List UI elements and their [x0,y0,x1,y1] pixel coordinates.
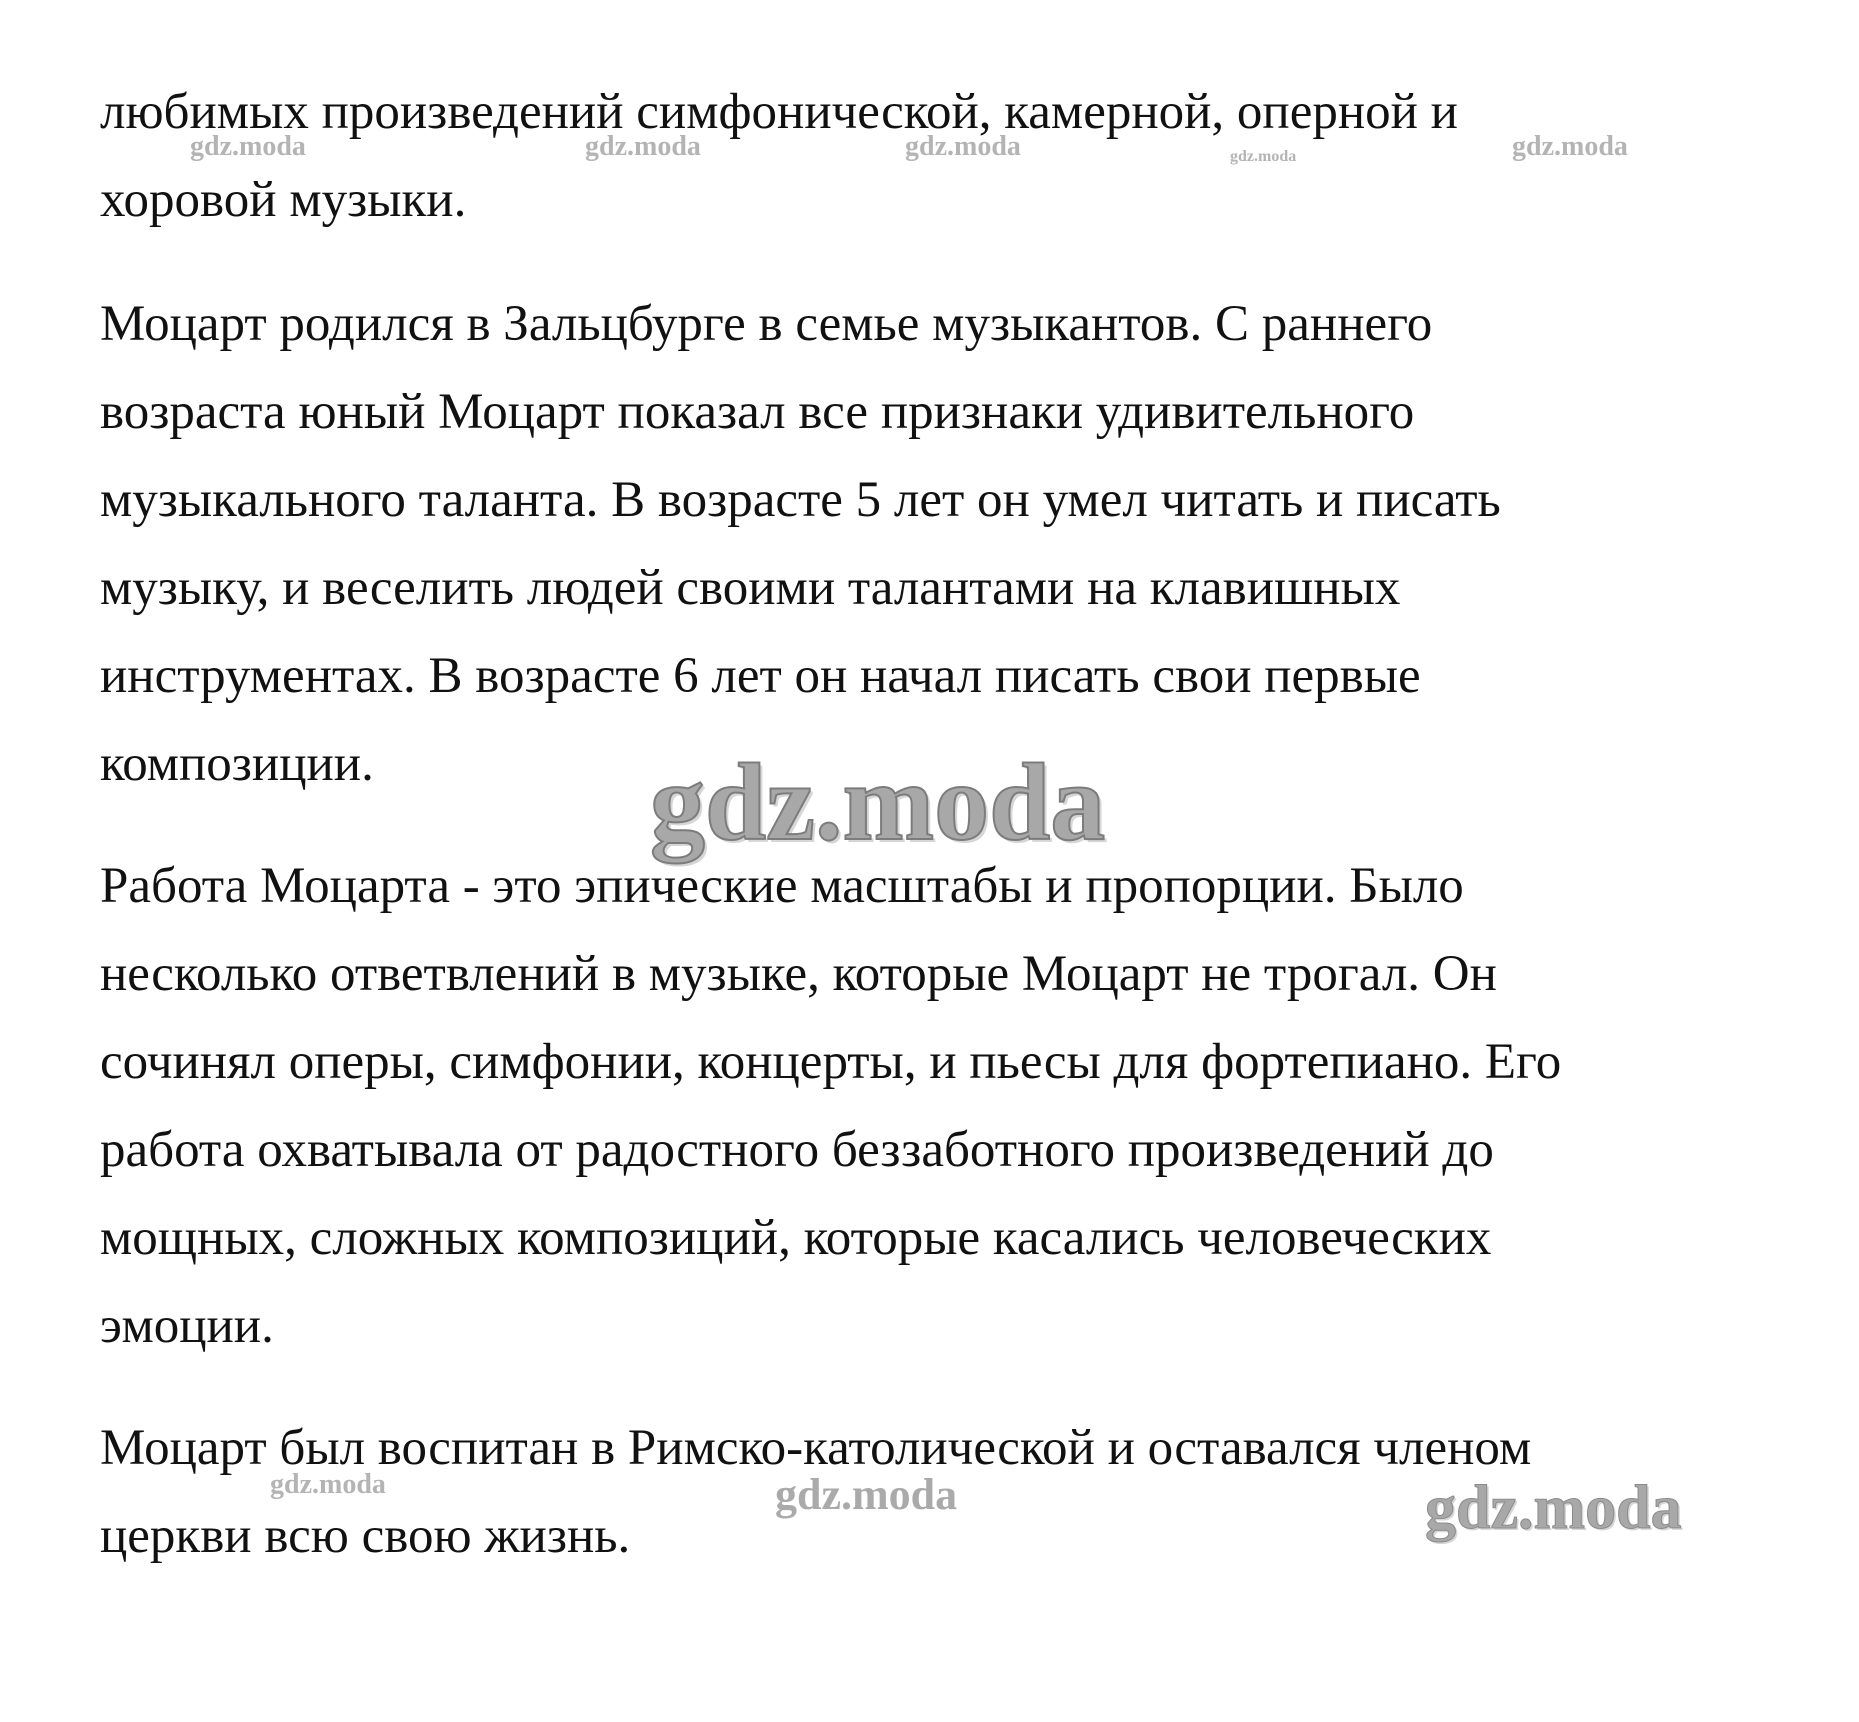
text-line: работа охватывала от радостного беззаботного произведений до [100,1122,1494,1178]
text-line: инструментах. В возрасте 6 лет он начал писать свои первые [100,648,1421,704]
text-line: хоровой музыки. [100,172,467,228]
watermark: gdz.moda [1512,131,1628,162]
text-line: эмоции. [100,1298,274,1354]
watermark: gdz.moda [1230,148,1297,165]
watermark: gdz.moda [905,131,1021,162]
text-line: мощных, сложных композиций, которые касались человеческих [100,1210,1492,1266]
text-line: сочинял оперы, симфонии, концерты, и пьесы для фортепиано. Его [100,1034,1562,1090]
text-line: композиции. [100,736,374,792]
watermark: gdz.moda [270,1469,386,1500]
text-line: любимых произведений симфонической, камерной, оперной и [100,84,1458,140]
watermark: gdz.moda [650,741,1106,863]
text-line: Моцарт был воспитан в Римско-католической и оставался членом [100,1420,1532,1476]
watermark: gdz.moda [775,1470,958,1519]
text-line: церкви всю свою жизнь. [100,1508,631,1564]
watermark: gdz.moda [190,131,306,162]
watermark: gdz.moda [1425,1474,1682,1542]
text-line: Моцарт родился в Зальцбурге в семье музыкантов. С раннего [100,296,1433,352]
text-line: возраста юный Моцарт показал все признаки удивительного [100,384,1415,440]
text-line: музыку, и веселить людей своими талантами на клавишных [100,560,1401,616]
text-line: Работа Моцарта - это эпические масштабы и пропорции. Было [100,858,1464,914]
text-line: несколько ответвлений в музыке, которые Моцарт не трогал. Он [100,946,1497,1002]
watermark: gdz.moda [585,131,701,162]
text-line: музыкального таланта. В возрасте 5 лет он умел читать и писать [100,472,1501,528]
